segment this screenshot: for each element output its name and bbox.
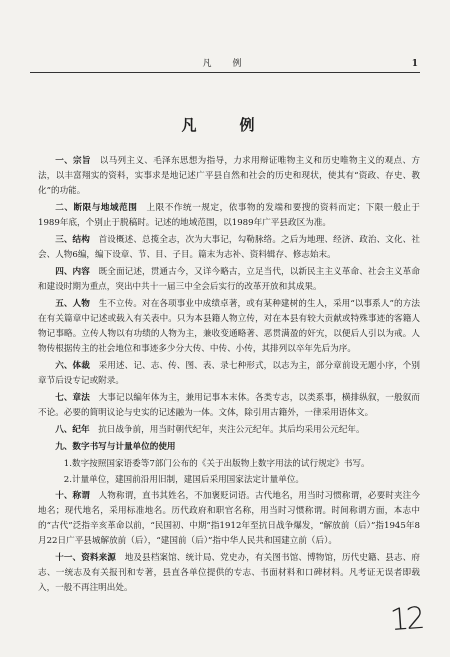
paragraph-text: 以马列主义、毛泽东思想为指导，力求用辩证唯物主义和历史唯物主义的观点、方法，以丰富翔实的资料，实事求是地记述广平县自然和社会的历史和现状，使其有“资政、存史、教化”的功能。 bbox=[38, 156, 420, 196]
page-number: 1 bbox=[411, 59, 418, 69]
paragraph-content bbox=[38, 265, 420, 295]
paragraph-dating bbox=[38, 423, 420, 438]
paragraph-heading: 一、宗旨 bbox=[55, 156, 91, 166]
paragraph-purpose bbox=[38, 154, 420, 199]
handwritten-mark: 12 bbox=[388, 600, 424, 639]
paragraph-heading: 二、断限与地域范围 bbox=[55, 203, 138, 213]
paragraph-structure bbox=[38, 233, 420, 263]
paragraph-text: 人物称谓，直书其姓名，不加褒贬词语。古代地名，用当时习惯称谓，必要时夹注今地名；现代地名，采用标准地名。历代政府和职官名称，用当时习惯称谓。时间称谓方面，本志中的“古代”泛指辛亥革命以前，“民国初、中期”指1912年至抗日战争爆发，“解放前（后）”指1945年8月22日广平县城解放前（后），“建国前（后）”指中华人民共和国建立前（后）。 bbox=[38, 491, 420, 546]
paragraph-heading: 三、结构 bbox=[55, 235, 90, 245]
paragraph-text: 地及县档案馆、统计局、党史办，有关图书馆、博物馆，历代史籍、县志、府志、一统志及有关报刊和专著，县直各单位提供的专志、书面材料和口碑材料。凡考证无误者即载入，一般不再注明出处。 bbox=[38, 553, 420, 593]
paragraph-heading: 五、人物 bbox=[55, 299, 90, 309]
paragraph-heading: 七、章法 bbox=[55, 393, 90, 403]
paragraph-heading: 九、数字书写与计量单位的使用 bbox=[55, 442, 176, 452]
paragraph-text: 抗日战争前，用当时朝代纪年，夹注公元纪年。其后均采用公元纪年。 bbox=[98, 425, 365, 435]
paragraph-method bbox=[38, 391, 420, 421]
header-title: 凡 例 bbox=[202, 59, 248, 69]
paragraph-scope bbox=[38, 201, 420, 231]
paragraph-text: 上限不作统一规定，依事物的发端和要搜的资料而定；下限一般止于1989年底，个别止于脱稿时。记述的地域范围，以1989年广平县政区为准。 bbox=[38, 203, 420, 228]
paragraph-naming bbox=[38, 489, 420, 549]
paragraph-text: 首设概述、总揽全志，次为大事记，勾勒脉络。之后为地理、经济、政治、文化、社会、人物6编，编下设章、节、目、子目。篇末为志补、资料辑存、修志始末。 bbox=[38, 235, 420, 260]
sub-item: 1.数字按照国家语委等7部门公布的《关于出版物上数字用法的试行规定》书写。 bbox=[63, 459, 370, 469]
paragraph-sources bbox=[38, 551, 420, 596]
paragraph-text: 大事记以编年体为主，兼用记事本末体。各类专志，以类系事，横排纵叙，一般叙而不论。必要的简明议论与史实的记述融为一体。文体，除引用古籍外，一律采用语体文。 bbox=[38, 393, 420, 418]
paragraph-heading: 四、内容 bbox=[55, 267, 90, 277]
paragraph-text: 生不立传。对在各项事业中成绩卓著，或有某种建树的生人，采用“以事系人”的方法在有关篇章中记述或载入有关表中。只为本县籍人物立传，对在本县有较大贡献或特殊事迹的客籍人物记事略。立传人物以有功绩的人物为主，兼收变通略著、恶贯满盈的奸宄，以便后人引以为戒。人物传根据传主的社会地位和事迹多少分大传、中传、小传，其排列以卒年先后为序。 bbox=[38, 299, 420, 354]
paragraph-heading: 十一、资料来源 bbox=[55, 553, 116, 563]
running-header bbox=[30, 56, 420, 73]
paragraph-numbers bbox=[38, 440, 420, 455]
paragraph-text: 采用述、记、志、传、图、表、录七种形式，以志为主，部分章前设无题小序，个别章节后设专记或附录。 bbox=[38, 361, 420, 386]
paragraph-heading: 八、纪年 bbox=[55, 425, 90, 435]
document-body bbox=[38, 154, 420, 598]
paragraph-heading: 十、称谓 bbox=[55, 491, 90, 501]
paragraph-text: 既全面记述，贯通古今，又详今略古，立足当代，以新民主主义革命、社会主义革命和建设时期为重点，突出中共十一届三中全会后实行的改革开放和其成果。 bbox=[38, 267, 420, 292]
paragraph-heading: 六、体裁 bbox=[55, 361, 90, 371]
sub-item: 2.计量单位，建国前沿用旧制，建国后采用国家法定计量单位。 bbox=[63, 475, 305, 485]
paragraph-genre bbox=[38, 359, 420, 389]
paragraph-persons bbox=[38, 297, 420, 357]
page-title: 凡 例 bbox=[181, 116, 269, 134]
